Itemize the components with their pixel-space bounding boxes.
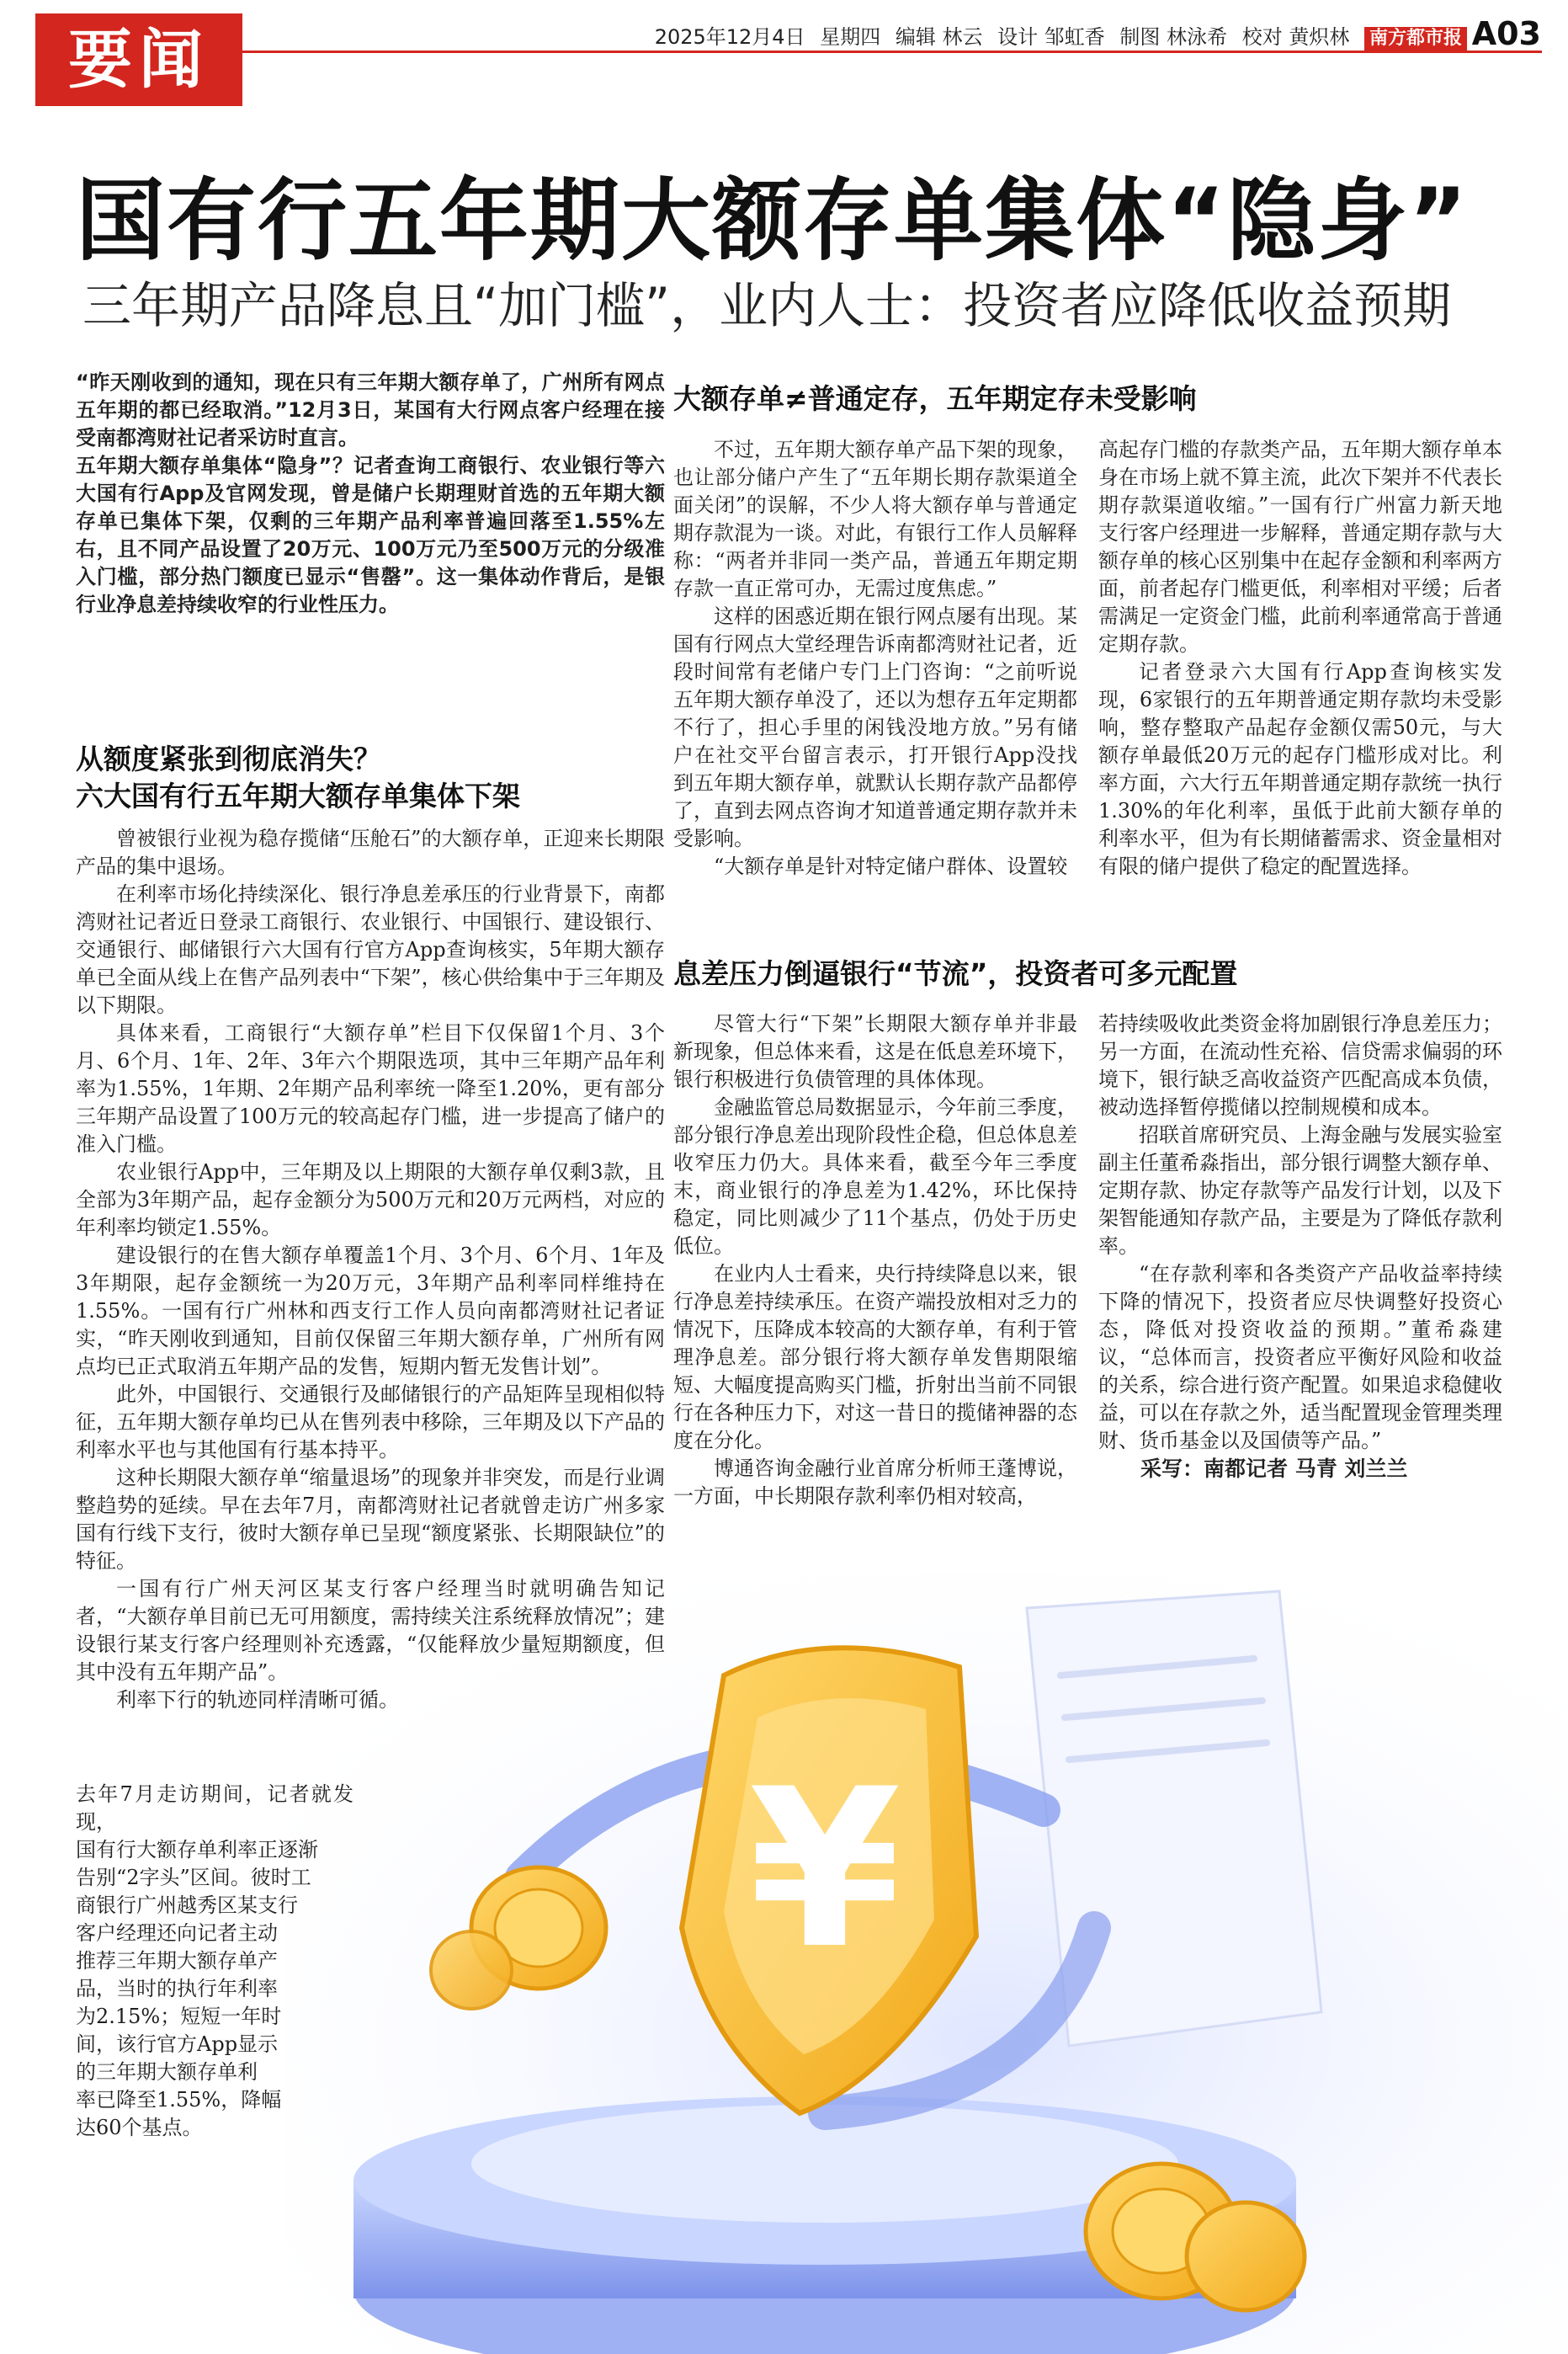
tail-line: 商银行广州越秀区某支行 bbox=[76, 1893, 298, 1917]
section1-title-line1: 从额度紧张到彻底消失？ bbox=[76, 743, 381, 775]
tail-line: 客户经理还向记者主动 bbox=[76, 1921, 278, 1945]
section2-paragraph: “大额存单是针对特定储户群体、设置较 bbox=[714, 855, 1068, 878]
section3-paragraph: 金融监管总局数据显示，今年前三季度，部分银行净息差出现阶段性企稳，但总体息差收窄压力仍大。具体来看，截至今年三季度末，商业银行的净息差为1.42%，环比保持稳定，同比则减少了11个基点，仍处于历史低位。 bbox=[673, 1095, 1077, 1258]
section1-paragraph: 利率下行的轨迹同样清晰可循。 bbox=[116, 1688, 399, 1712]
chart-credit: 制图 林泳希 bbox=[1119, 25, 1228, 49]
tail-line: 国有行大额存单利率正逐渐 bbox=[76, 1838, 318, 1861]
section3-paragraph: 博通咨询金融行业首席分析师王蓬博说，一方面，中长期限存款利率仍相对较高， bbox=[673, 1457, 1077, 1508]
section1-heading bbox=[76, 741, 665, 815]
tail-line: 为2.15%；短短一年时 bbox=[76, 2005, 282, 2028]
proof-credit: 校对 黄炽林 bbox=[1241, 25, 1350, 49]
section2-paragraph: 记者登录六大国有行App查询核实发现，6家银行的五年期普通定期存款均未受影响，整存整取产品起存金额仅需50元，与大额存单最低20万元的起存门槛形成对比。利率方面，六大行五年期普通定期存款统一执行1.30%的年化利率，虽低于此前大额存单的利率水平，但为有长期储蓄需求、资金量相对有限的储户提供了稳定的配置选择。 bbox=[1098, 660, 1502, 878]
lead-paragraphs bbox=[76, 369, 665, 619]
section1-paragraph: 这种长期限大额存单“缩量退场”的现象并非突发，而是行业调整趋势的延续。早在去年7月，南都湾财社记者就曾走访广州多家国有行线下支行，彼时大额存单已呈现“额度紧张、长期限缺位”的特征。 bbox=[76, 1466, 665, 1573]
tail-line: 间，该行官方App显示 bbox=[76, 2032, 279, 2056]
tail-line: 品，当时的执行年利率 bbox=[76, 1977, 278, 2000]
section2-col1 bbox=[673, 436, 1077, 881]
section1-paragraph: 在利率市场化持续深化、银行净息差承压的行业背景下，南都湾财社记者近日登录工商银行、农业银行、中国银行、建设银行、交通银行、邮储银行六大国有行官方App查询核实，5年期大额存单已全面从线上在售产品列表中“下架”，核心供给集中于三年期及以下期限。 bbox=[76, 882, 665, 1017]
section3-title: 息差压力倒逼银行“节流”，投资者可多元配置 bbox=[673, 957, 1238, 990]
section1-paragraph: 曾被银行业视为稳存揽储“压舱石”的大额存单，正迎来长期限产品的集中退场。 bbox=[76, 827, 665, 878]
tail-line: 去年7月走访期间，记者就发现， bbox=[76, 1782, 353, 1834]
section1-paragraph: 建设银行的在售大额存单覆盖1个月、3个月、6个月、1年及3年期限，起存金额统一为20万元，3年期产品利率同样维持在1.55%。一国有行广州林和西支行工作人员向南都湾财社记者证实，“昨天刚收到通知，目前仅保留三年期大额存单，广州所有网点均已正式取消五年期产品的发售，短期内暂无发售计划”。 bbox=[76, 1244, 665, 1378]
section3-paragraph: “在存款利率和各类资产产品收益率持续下降的情况下，投资者应尽快调整好投资心态，降低对投资收益的预期。”董希淼建议，“总体而言，投资者应平衡好风险和收益的关系，综合进行资产配置。如果追求稳健收益，可以在存款之外，适当配置现金管理类理财、货币基金以及国债等产品。” bbox=[1098, 1262, 1502, 1452]
section1-paragraph: 此外，中国银行、交通银行及邮储银行的产品矩阵呈现相似特征，五年期大额存单均已从在售列表中移除，三年期及以下产品的利率水平也与其他国有行基本持平。 bbox=[76, 1382, 665, 1462]
issue-weekday: 星期四 bbox=[820, 25, 881, 49]
section2-paragraph: 这样的困惑近期在银行网点屡有出现。某国有行网点大堂经理告诉南都湾财社记者，近段时间常有老储户专门上门咨询：“之前听说五年期大额存单没了，还以为想存五年定期都不行了，担心手里的闲钱没地方放。”另有储户在社交平台留言表示，打开银行App没找到五年期大额存单，就默认长期存款产品都停了，直到去网点咨询才知道普通定期存款并未受影响。 bbox=[673, 604, 1077, 850]
paper-logo: 南方都市报 bbox=[1364, 27, 1467, 51]
byline: 采写：南都记者 马青 刘兰兰 bbox=[1140, 1457, 1408, 1481]
currency-symbol: ¥ bbox=[748, 1743, 901, 1997]
section2-paragraph: 高起存门槛的存款类产品，五年期大额存单本身在市场上就不算主流，此次下架并不代表长期存款渠道收缩。”一国有行广州富力新天地支行客户经理进一步解释，普通定期存款与大额存单的核心区别集中在起存金额和利率两方面，前者起存门槛更低，利率相对平缓；后者需满足一定资金门槛，此前利率通常高于普通定期存款。 bbox=[1098, 438, 1502, 656]
section-tag: 要闻 bbox=[35, 13, 242, 106]
editor-credit: 编辑 林云 bbox=[895, 25, 983, 49]
lead-paragraph-1: “昨天刚收到的通知，现在只有三年期大额存单了，广州所有网点五年期的都已经取消。”12月3日，某国有大行网点客户经理在接受南都湾财社记者采访时直言。 bbox=[76, 370, 665, 450]
section2-paragraph: 不过，五年期大额存单产品下架的现象，也让部分储户产生了“五年期长期存款渠道全面关闭”的误解，不少人将大额存单与普通定期存款混为一谈。对此，有银行工作人员解释称：“两者并非同一类产品，普通五年期定期存款一直正常可办，无需过度焦虑。” bbox=[673, 438, 1077, 600]
issue-date: 2025年12月4日 bbox=[654, 25, 805, 49]
section3-paragraph: 若持续吸收此类资金将加剧银行净息差压力；另一方面，在流动性充裕、信贷需求偏弱的环境下，银行缺乏高收益资产匹配高成本负债，被动选择暂停揽储以控制规模和成本。 bbox=[1098, 1012, 1502, 1119]
section3-col2 bbox=[1098, 1010, 1502, 1483]
section1-body bbox=[76, 825, 665, 1714]
header-rule bbox=[35, 51, 1542, 53]
tail-line: 告别“2字头”区间。彼时工 bbox=[76, 1866, 311, 1889]
header-meta bbox=[646, 20, 1467, 51]
section3-paragraph: 在业内人士看来，央行持续降息以来，银行净息差持续承压。在资产端投放相对乏力的情况下，压降成本较高的大额存单，有利于管理净息差。部分银行将大额存单发售期限缩短、大幅度提高购买门槛，折射出当前不同银行在各种压力下，对这一昔日的揽储神器的态度在分化。 bbox=[673, 1262, 1077, 1452]
tail-line: 达60个基点。 bbox=[76, 2116, 203, 2139]
section1-paragraph: 具体来看，工商银行“大额存单”栏目下仅保留1个月、3个月、6个月、1年、2年、3年六个期限选项，其中三年期产品年利率为1.55%，1年期、2年期产品利率统一降至1.20%，更有部分三年期产品设置了100万元的较高起存门槛，进一步提高了储户的准入门槛。 bbox=[76, 1021, 665, 1156]
section3-paragraph: 尽管大行“下架”长期限大额存单并非最新现象，但总体来看，这是在低息差环境下，银行积极进行负债管理的具体体现。 bbox=[673, 1012, 1077, 1091]
section2-title: 大额存单≠普通定存，五年期定存未受影响 bbox=[673, 382, 1197, 415]
section1-tail bbox=[76, 1781, 353, 2142]
section3-col1 bbox=[673, 1010, 1077, 1510]
subheadline: 三年期产品降息且“加门槛”，业内人士：投资者应降低收益预期 bbox=[82, 277, 1452, 334]
section2-col2 bbox=[1098, 436, 1502, 881]
section1-paragraph: 农业银行App中，三年期及以上期限的大额存单仅剩3款，且全部为3年期产品，起存金额分为500万元和20万元两档，对应的年利率均锁定1.55%。 bbox=[76, 1160, 665, 1239]
lead-paragraph-2: 五年期大额存单集体“隐身”？记者查询工商银行、农业银行等六大国有行App及官网发现，曾是储户长期理财首选的五年期大额存单已集体下架，仅剩的三年期产品利率普遍回落至1.55%左右，且不同产品设置了20万元、100万元乃至500万元的分级准入门槛，部分热门额度已显示“售罄”。这一集体动作背后，是银行业净息差持续收窄的行业性压力。 bbox=[76, 454, 665, 616]
tail-line: 推荐三年期大额存单产 bbox=[76, 1949, 278, 1973]
tail-line: 的三年期大额存单利 bbox=[76, 2060, 258, 2084]
designer-credit: 设计 邹虹香 bbox=[997, 25, 1105, 49]
section1-title-line2: 六大国有行五年期大额存单集体下架 bbox=[76, 780, 520, 812]
page-number: A03 bbox=[1471, 15, 1541, 52]
section3-paragraph: 招联首席研究员、上海金融与发展实验室副主任董希淼指出，部分银行调整大额存单、定期存款、协定存款等产品发行计划，以及下架智能通知存款产品，主要是为了降低存款利率。 bbox=[1098, 1123, 1502, 1258]
tail-line: 率已降至1.55%，降幅 bbox=[76, 2088, 282, 2112]
headline: 国有行五年期大额存单集体“隐身” bbox=[76, 169, 1470, 273]
section1-paragraph: 一国有行广州天河区某支行客户经理当时就明确告知记者，“大额存单目前已无可用额度，需持续关注系统释放情况”；建设银行某支行客户经理则补充透露，“仅能释放少量短期额度，但其中没有五年期产品”。 bbox=[76, 1577, 665, 1684]
